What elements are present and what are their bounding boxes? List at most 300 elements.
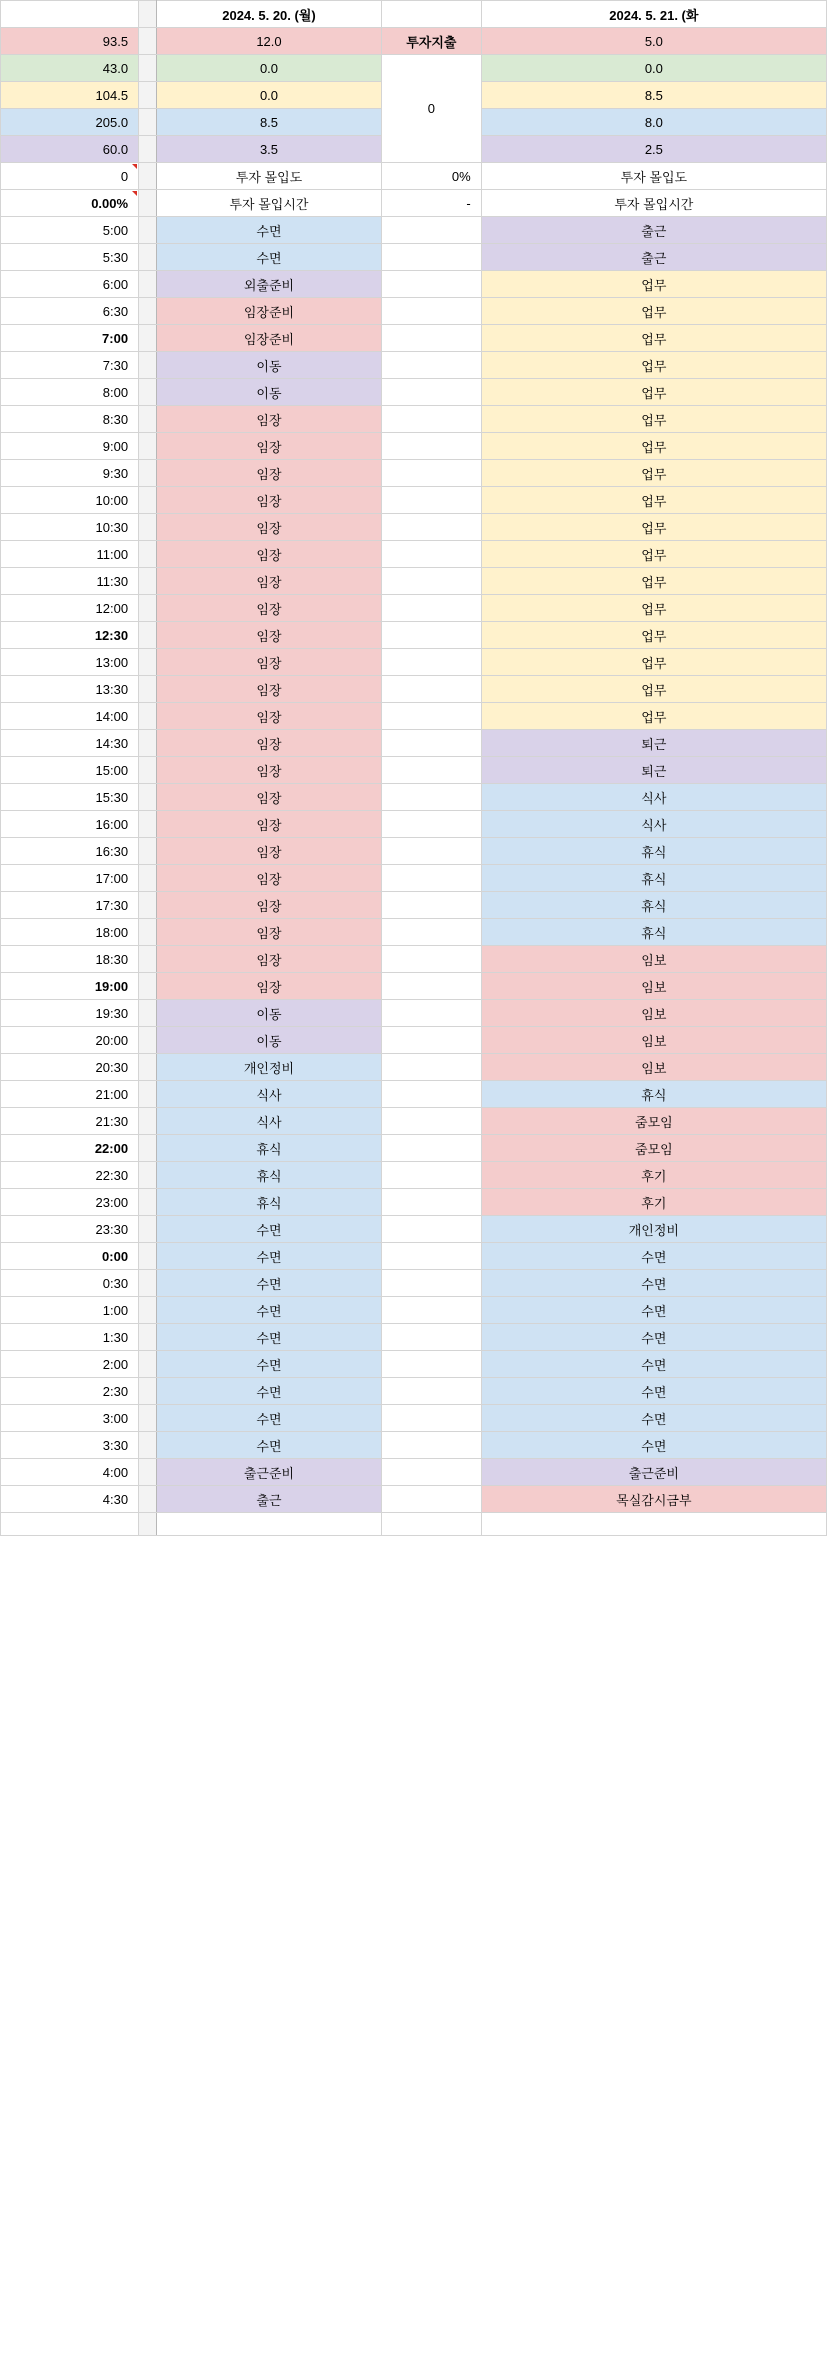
column-gutter bbox=[139, 190, 157, 217]
time-label[interactable]: 20:30 bbox=[1, 1054, 139, 1081]
column-gutter bbox=[139, 973, 157, 1000]
day1-activity[interactable]: 식사 bbox=[156, 1081, 381, 1108]
summary-day1-value[interactable]: 3.5 bbox=[156, 136, 381, 163]
immersion-day2-label[interactable]: 투자 몰입도 bbox=[481, 163, 826, 190]
time-label[interactable]: 12:00 bbox=[1, 595, 139, 622]
invest-mark-cell[interactable] bbox=[382, 811, 482, 838]
time-label[interactable]: 10:30 bbox=[1, 514, 139, 541]
day2-activity[interactable]: 줌모임 bbox=[481, 1108, 826, 1135]
day1-activity[interactable]: 수면 bbox=[156, 1351, 381, 1378]
time-label[interactable]: 0:30 bbox=[1, 1270, 139, 1297]
invest-mark-cell[interactable] bbox=[382, 595, 482, 622]
invest-mark-cell[interactable] bbox=[382, 649, 482, 676]
time-label[interactable]: 6:00 bbox=[1, 271, 139, 298]
invest-mark-cell[interactable] bbox=[382, 892, 482, 919]
invest-mark-cell[interactable] bbox=[382, 568, 482, 595]
day1-activity[interactable]: 임장준비 bbox=[156, 325, 381, 352]
time-label[interactable]: 21:00 bbox=[1, 1081, 139, 1108]
time-label[interactable]: 4:30 bbox=[1, 1486, 139, 1513]
day2-activity[interactable]: 퇴근 bbox=[481, 730, 826, 757]
invest-mark-cell[interactable] bbox=[382, 676, 482, 703]
summary-row bbox=[1, 28, 827, 55]
day1-activity[interactable]: 출근 bbox=[156, 1486, 381, 1513]
invest-mark-cell[interactable] bbox=[382, 298, 482, 325]
schedule-row bbox=[1, 541, 827, 568]
day1-activity[interactable]: 이동 bbox=[156, 352, 381, 379]
invest-mark-cell[interactable] bbox=[382, 271, 482, 298]
day1-activity[interactable]: 개인정비 bbox=[156, 1054, 381, 1081]
column-gutter bbox=[139, 1135, 157, 1162]
time-label[interactable]: 3:00 bbox=[1, 1405, 139, 1432]
day1-activity[interactable]: 이동 bbox=[156, 1000, 381, 1027]
invest-mark-cell[interactable] bbox=[382, 1432, 482, 1459]
invest-mark-cell[interactable] bbox=[382, 757, 482, 784]
schedule-row bbox=[1, 595, 827, 622]
invest-mark-cell[interactable] bbox=[382, 460, 482, 487]
schedule-row bbox=[1, 1054, 827, 1081]
time-label[interactable]: 11:00 bbox=[1, 541, 139, 568]
schedule-row bbox=[1, 1297, 827, 1324]
invest-mark-cell[interactable] bbox=[382, 865, 482, 892]
column-gutter bbox=[139, 1405, 157, 1432]
summary-day1-value[interactable]: 8.5 bbox=[156, 109, 381, 136]
invest-mark-cell[interactable] bbox=[382, 730, 482, 757]
day1-activity[interactable]: 임장 bbox=[156, 919, 381, 946]
day1-activity[interactable]: 식사 bbox=[156, 1108, 381, 1135]
invest-mark-cell[interactable] bbox=[382, 1351, 482, 1378]
schedule-row bbox=[1, 460, 827, 487]
day2-activity[interactable]: 출근준비 bbox=[481, 1459, 826, 1486]
day2-activity[interactable]: 개인정비 bbox=[481, 1216, 826, 1243]
day1-activity[interactable]: 휴식 bbox=[156, 1135, 381, 1162]
invest-mark-cell[interactable] bbox=[382, 946, 482, 973]
day2-activity[interactable]: 출근 bbox=[481, 217, 826, 244]
invest-mark-cell[interactable] bbox=[382, 919, 482, 946]
day2-activity[interactable]: 퇴근 bbox=[481, 757, 826, 784]
time-label[interactable]: 13:00 bbox=[1, 649, 139, 676]
invest-mark-cell[interactable] bbox=[382, 1000, 482, 1027]
day2-activity[interactable]: 업무 bbox=[481, 487, 826, 514]
day2-activity[interactable]: 업무 bbox=[481, 703, 826, 730]
schedule-row bbox=[1, 325, 827, 352]
day2-activity[interactable]: 업무 bbox=[481, 325, 826, 352]
column-gutter bbox=[139, 649, 157, 676]
day1-activity[interactable]: 휴식 bbox=[156, 1162, 381, 1189]
time-label[interactable]: 17:00 bbox=[1, 865, 139, 892]
invest-mark-cell[interactable] bbox=[382, 406, 482, 433]
trailing-cell-a[interactable] bbox=[1, 1513, 139, 1536]
trailing-cell-b[interactable] bbox=[156, 1513, 381, 1536]
summary-day2-value[interactable]: 8.0 bbox=[481, 109, 826, 136]
invest-mark-cell[interactable] bbox=[382, 703, 482, 730]
day1-activity[interactable]: 임장 bbox=[156, 784, 381, 811]
day2-activity[interactable]: 업무 bbox=[481, 433, 826, 460]
immersion-day1-label[interactable]: 투자 몰입도 bbox=[156, 163, 381, 190]
day1-activity[interactable]: 임장 bbox=[156, 973, 381, 1000]
header-row bbox=[1, 1, 827, 28]
time-label[interactable]: 12:30 bbox=[1, 622, 139, 649]
time-label[interactable]: 16:00 bbox=[1, 811, 139, 838]
time-label[interactable]: 1:30 bbox=[1, 1324, 139, 1351]
schedule-row bbox=[1, 487, 827, 514]
invest-mark-cell[interactable] bbox=[382, 1243, 482, 1270]
column-gutter bbox=[139, 487, 157, 514]
day2-activity[interactable]: 업무 bbox=[481, 514, 826, 541]
column-gutter bbox=[139, 1324, 157, 1351]
day1-activity[interactable]: 임장 bbox=[156, 487, 381, 514]
day1-activity[interactable]: 수면 bbox=[156, 1216, 381, 1243]
invest-mark-cell[interactable] bbox=[382, 487, 482, 514]
schedule-row bbox=[1, 784, 827, 811]
day2-activity[interactable]: 휴식 bbox=[481, 1081, 826, 1108]
schedule-row bbox=[1, 838, 827, 865]
column-gutter bbox=[139, 838, 157, 865]
summary-day2-value[interactable]: 0.0 bbox=[481, 55, 826, 82]
immersion-time-total[interactable]: 0.00% bbox=[1, 190, 139, 217]
day1-activity[interactable]: 임장 bbox=[156, 568, 381, 595]
time-label[interactable]: 0:00 bbox=[1, 1243, 139, 1270]
column-gutter bbox=[139, 460, 157, 487]
time-label[interactable]: 23:00 bbox=[1, 1189, 139, 1216]
schedule-row bbox=[1, 298, 827, 325]
day2-activity[interactable]: 업무 bbox=[481, 406, 826, 433]
day1-activity[interactable]: 임장 bbox=[156, 838, 381, 865]
column-gutter bbox=[139, 1, 157, 28]
time-label[interactable]: 22:30 bbox=[1, 1162, 139, 1189]
invest-mark-cell[interactable] bbox=[382, 1054, 482, 1081]
schedule-row bbox=[1, 757, 827, 784]
column-gutter bbox=[139, 28, 157, 55]
day2-activity[interactable]: 후기 bbox=[481, 1162, 826, 1189]
day1-activity[interactable]: 수면 bbox=[156, 244, 381, 271]
invest-mark-cell[interactable] bbox=[382, 379, 482, 406]
day2-activity[interactable]: 임보 bbox=[481, 946, 826, 973]
day1-activity[interactable]: 수면 bbox=[156, 1378, 381, 1405]
trailing-cell-e[interactable] bbox=[481, 1513, 826, 1536]
day2-activity[interactable]: 휴식 bbox=[481, 865, 826, 892]
invest-mark-cell[interactable] bbox=[382, 1486, 482, 1513]
day1-activity[interactable]: 임장 bbox=[156, 595, 381, 622]
day2-activity[interactable]: 업무 bbox=[481, 271, 826, 298]
schedule-row bbox=[1, 1135, 827, 1162]
invest-mark-cell[interactable] bbox=[382, 1324, 482, 1351]
summary-day1-value[interactable]: 0.0 bbox=[156, 82, 381, 109]
time-label[interactable]: 20:00 bbox=[1, 1027, 139, 1054]
schedule-row bbox=[1, 1216, 827, 1243]
immersion-time-day1-label[interactable]: 투자 몰입시간 bbox=[156, 190, 381, 217]
time-label[interactable]: 14:00 bbox=[1, 703, 139, 730]
day2-activity[interactable]: 식사 bbox=[481, 784, 826, 811]
day2-activity[interactable]: 수면 bbox=[481, 1405, 826, 1432]
time-label[interactable]: 14:30 bbox=[1, 730, 139, 757]
invest-mark-cell[interactable] bbox=[382, 1270, 482, 1297]
invest-mark-cell[interactable] bbox=[382, 244, 482, 271]
column-gutter bbox=[139, 1378, 157, 1405]
invest-header-blank bbox=[382, 1, 482, 28]
day1-activity[interactable]: 휴식 bbox=[156, 1189, 381, 1216]
column-gutter bbox=[139, 136, 157, 163]
day1-activity[interactable]: 임장 bbox=[156, 433, 381, 460]
day1-activity[interactable]: 임장 bbox=[156, 649, 381, 676]
time-label[interactable]: 5:00 bbox=[1, 217, 139, 244]
summary-total-a[interactable]: 104.5 bbox=[1, 82, 139, 109]
schedule-row bbox=[1, 1162, 827, 1189]
day1-activity[interactable]: 임장 bbox=[156, 406, 381, 433]
schedule-row bbox=[1, 433, 827, 460]
day2-activity[interactable]: 업무 bbox=[481, 298, 826, 325]
summary-day2-value[interactable]: 5.0 bbox=[481, 28, 826, 55]
time-label[interactable]: 18:30 bbox=[1, 946, 139, 973]
column-gutter bbox=[139, 865, 157, 892]
schedule-row bbox=[1, 271, 827, 298]
time-label[interactable]: 8:00 bbox=[1, 379, 139, 406]
column-gutter bbox=[139, 514, 157, 541]
day1-activity[interactable]: 임장 bbox=[156, 460, 381, 487]
invest-mark-cell[interactable] bbox=[382, 433, 482, 460]
column-gutter bbox=[139, 703, 157, 730]
invest-mark-cell[interactable] bbox=[382, 1135, 482, 1162]
time-label[interactable]: 21:30 bbox=[1, 1108, 139, 1135]
column-gutter bbox=[139, 1513, 157, 1536]
column-gutter bbox=[139, 757, 157, 784]
time-label[interactable]: 8:30 bbox=[1, 406, 139, 433]
summary-total-a[interactable]: 205.0 bbox=[1, 109, 139, 136]
invest-mark-cell[interactable] bbox=[382, 1108, 482, 1135]
day1-activity[interactable]: 수면 bbox=[156, 1243, 381, 1270]
day2-activity[interactable]: 업무 bbox=[481, 352, 826, 379]
day2-header[interactable]: 2024. 5. 21. (화 bbox=[481, 1, 826, 28]
day2-activity[interactable]: 목실감시금부 bbox=[481, 1486, 826, 1513]
day2-activity[interactable]: 업무 bbox=[481, 568, 826, 595]
day2-activity[interactable]: 수면 bbox=[481, 1351, 826, 1378]
schedule-row bbox=[1, 1081, 827, 1108]
column-gutter bbox=[139, 1162, 157, 1189]
column-gutter bbox=[139, 1459, 157, 1486]
summary-total-a[interactable]: 93.5 bbox=[1, 28, 139, 55]
time-label[interactable]: 19:00 bbox=[1, 973, 139, 1000]
day1-activity[interactable]: 수면 bbox=[156, 1324, 381, 1351]
schedule-row bbox=[1, 1027, 827, 1054]
day1-activity[interactable]: 수면 bbox=[156, 1405, 381, 1432]
schedule-row bbox=[1, 1486, 827, 1513]
trailing-blank-row bbox=[1, 1513, 827, 1536]
summary-total-a[interactable]: 60.0 bbox=[1, 136, 139, 163]
day2-activity[interactable]: 후기 bbox=[481, 1189, 826, 1216]
column-gutter bbox=[139, 784, 157, 811]
time-label[interactable]: 19:30 bbox=[1, 1000, 139, 1027]
day1-activity[interactable]: 임장 bbox=[156, 676, 381, 703]
schedule-row bbox=[1, 217, 827, 244]
time-label[interactable]: 2:00 bbox=[1, 1351, 139, 1378]
time-label[interactable]: 13:30 bbox=[1, 676, 139, 703]
time-label[interactable]: 16:30 bbox=[1, 838, 139, 865]
day1-activity[interactable]: 출근준비 bbox=[156, 1459, 381, 1486]
day1-activity[interactable]: 임장 bbox=[156, 757, 381, 784]
schedule-row bbox=[1, 1324, 827, 1351]
invest-mark-cell[interactable] bbox=[382, 1459, 482, 1486]
trailing-cell-c[interactable] bbox=[382, 1513, 482, 1536]
day1-header[interactable]: 2024. 5. 20. (월) bbox=[156, 1, 381, 28]
time-label[interactable]: 22:00 bbox=[1, 1135, 139, 1162]
time-label[interactable]: 18:00 bbox=[1, 919, 139, 946]
invest-mark-cell[interactable] bbox=[382, 1081, 482, 1108]
schedule-row bbox=[1, 1405, 827, 1432]
day1-activity[interactable]: 외출준비 bbox=[156, 271, 381, 298]
time-label[interactable]: 23:30 bbox=[1, 1216, 139, 1243]
schedule-row bbox=[1, 1351, 827, 1378]
day2-activity[interactable]: 휴식 bbox=[481, 892, 826, 919]
time-label[interactable]: 17:30 bbox=[1, 892, 139, 919]
invest-mark-cell[interactable] bbox=[382, 1378, 482, 1405]
day1-activity[interactable]: 임장 bbox=[156, 541, 381, 568]
day2-activity[interactable]: 수면 bbox=[481, 1324, 826, 1351]
column-gutter bbox=[139, 1027, 157, 1054]
schedule-row bbox=[1, 811, 827, 838]
day2-activity[interactable]: 줌모임 bbox=[481, 1135, 826, 1162]
invest-mark-cell[interactable] bbox=[382, 1027, 482, 1054]
day2-activity[interactable]: 식사 bbox=[481, 811, 826, 838]
time-label[interactable]: 15:00 bbox=[1, 757, 139, 784]
invest-mark-cell[interactable] bbox=[382, 1216, 482, 1243]
day2-activity[interactable]: 수면 bbox=[481, 1243, 826, 1270]
day2-activity[interactable]: 업무 bbox=[481, 541, 826, 568]
column-gutter bbox=[139, 1432, 157, 1459]
day1-activity[interactable]: 수면 bbox=[156, 1297, 381, 1324]
schedule-row bbox=[1, 919, 827, 946]
time-label[interactable]: 4:00 bbox=[1, 1459, 139, 1486]
invest-mark-cell[interactable] bbox=[382, 1162, 482, 1189]
day2-activity[interactable]: 휴식 bbox=[481, 838, 826, 865]
column-gutter bbox=[139, 82, 157, 109]
time-label[interactable]: 10:00 bbox=[1, 487, 139, 514]
column-gutter bbox=[139, 244, 157, 271]
summary-total-a[interactable]: 43.0 bbox=[1, 55, 139, 82]
day1-activity[interactable]: 임장 bbox=[156, 811, 381, 838]
invest-mark-cell[interactable] bbox=[382, 352, 482, 379]
schedule-row bbox=[1, 1459, 827, 1486]
day1-activity[interactable]: 임장준비 bbox=[156, 298, 381, 325]
invest-expense-value[interactable]: 0 bbox=[382, 55, 482, 163]
time-label[interactable]: 15:30 bbox=[1, 784, 139, 811]
schedule-row bbox=[1, 730, 827, 757]
summary-day2-value[interactable]: 2.5 bbox=[481, 136, 826, 163]
invest-mark-cell[interactable] bbox=[382, 622, 482, 649]
time-label[interactable]: 6:30 bbox=[1, 298, 139, 325]
invest-mark-cell[interactable] bbox=[382, 325, 482, 352]
immersion-day1-value[interactable]: 0% bbox=[382, 163, 482, 190]
column-gutter bbox=[139, 406, 157, 433]
immersion-time-day1-value[interactable]: - bbox=[382, 190, 482, 217]
day2-activity[interactable]: 임보 bbox=[481, 1000, 826, 1027]
day2-activity[interactable]: 휴식 bbox=[481, 919, 826, 946]
day1-activity[interactable]: 임장 bbox=[156, 703, 381, 730]
day2-activity[interactable]: 업무 bbox=[481, 379, 826, 406]
invest-mark-cell[interactable] bbox=[382, 1297, 482, 1324]
column-gutter bbox=[139, 1054, 157, 1081]
schedule-row bbox=[1, 568, 827, 595]
column-gutter bbox=[139, 163, 157, 190]
schedule-row bbox=[1, 703, 827, 730]
invest-mark-cell[interactable] bbox=[382, 1405, 482, 1432]
schedule-row bbox=[1, 244, 827, 271]
column-gutter bbox=[139, 352, 157, 379]
column-gutter bbox=[139, 1270, 157, 1297]
day2-activity[interactable]: 업무 bbox=[481, 676, 826, 703]
schedule-row bbox=[1, 973, 827, 1000]
invest-mark-cell[interactable] bbox=[382, 784, 482, 811]
day2-activity[interactable]: 업무 bbox=[481, 622, 826, 649]
time-label[interactable]: 7:30 bbox=[1, 352, 139, 379]
day2-activity[interactable]: 출근 bbox=[481, 244, 826, 271]
day1-activity[interactable]: 임장 bbox=[156, 514, 381, 541]
column-gutter bbox=[139, 541, 157, 568]
day1-activity[interactable]: 임장 bbox=[156, 892, 381, 919]
day1-activity[interactable]: 임장 bbox=[156, 622, 381, 649]
time-label[interactable]: 2:30 bbox=[1, 1378, 139, 1405]
day2-activity[interactable]: 업무 bbox=[481, 595, 826, 622]
day2-activity[interactable]: 임보 bbox=[481, 973, 826, 1000]
column-gutter bbox=[139, 1216, 157, 1243]
column-gutter bbox=[139, 1000, 157, 1027]
schedule-row bbox=[1, 1432, 827, 1459]
summary-day1-value[interactable]: 12.0 bbox=[156, 28, 381, 55]
day2-activity[interactable]: 업무 bbox=[481, 649, 826, 676]
invest-mark-cell[interactable] bbox=[382, 514, 482, 541]
column-gutter bbox=[139, 946, 157, 973]
day1-activity[interactable]: 임장 bbox=[156, 730, 381, 757]
day2-activity[interactable]: 수면 bbox=[481, 1432, 826, 1459]
day1-activity[interactable]: 수면 bbox=[156, 1270, 381, 1297]
summary-day1-value[interactable]: 0.0 bbox=[156, 55, 381, 82]
invest-mark-cell[interactable] bbox=[382, 541, 482, 568]
time-label[interactable]: 5:30 bbox=[1, 244, 139, 271]
day2-activity[interactable]: 수면 bbox=[481, 1270, 826, 1297]
day1-activity[interactable]: 수면 bbox=[156, 1432, 381, 1459]
invest-mark-cell[interactable] bbox=[382, 973, 482, 1000]
invest-mark-cell[interactable] bbox=[382, 217, 482, 244]
time-label[interactable]: 7:00 bbox=[1, 325, 139, 352]
column-gutter bbox=[139, 1486, 157, 1513]
schedule-row bbox=[1, 946, 827, 973]
column-gutter bbox=[139, 271, 157, 298]
day2-activity[interactable]: 수면 bbox=[481, 1297, 826, 1324]
summary-day2-value[interactable]: 8.5 bbox=[481, 82, 826, 109]
column-gutter bbox=[139, 1081, 157, 1108]
immersion-total[interactable]: 0 bbox=[1, 163, 139, 190]
day1-activity[interactable]: 이동 bbox=[156, 1027, 381, 1054]
invest-mark-cell[interactable] bbox=[382, 838, 482, 865]
column-gutter bbox=[139, 217, 157, 244]
day2-activity[interactable]: 업무 bbox=[481, 460, 826, 487]
time-label[interactable]: 1:00 bbox=[1, 1297, 139, 1324]
time-label[interactable]: 9:30 bbox=[1, 460, 139, 487]
invest-mark-cell[interactable] bbox=[382, 1189, 482, 1216]
time-label[interactable]: 9:00 bbox=[1, 433, 139, 460]
day1-activity[interactable]: 임장 bbox=[156, 865, 381, 892]
day1-activity[interactable]: 이동 bbox=[156, 379, 381, 406]
day2-activity[interactable]: 임보 bbox=[481, 1027, 826, 1054]
immersion-time-day2-label[interactable]: 투자 몰입시간 bbox=[481, 190, 826, 217]
day1-activity[interactable]: 수면 bbox=[156, 217, 381, 244]
day2-activity[interactable]: 수면 bbox=[481, 1378, 826, 1405]
schedule-row bbox=[1, 1189, 827, 1216]
time-label[interactable]: 3:30 bbox=[1, 1432, 139, 1459]
column-gutter bbox=[139, 1108, 157, 1135]
time-label[interactable]: 11:30 bbox=[1, 568, 139, 595]
day2-activity[interactable]: 임보 bbox=[481, 1054, 826, 1081]
day1-activity[interactable]: 임장 bbox=[156, 946, 381, 973]
column-gutter bbox=[139, 1351, 157, 1378]
